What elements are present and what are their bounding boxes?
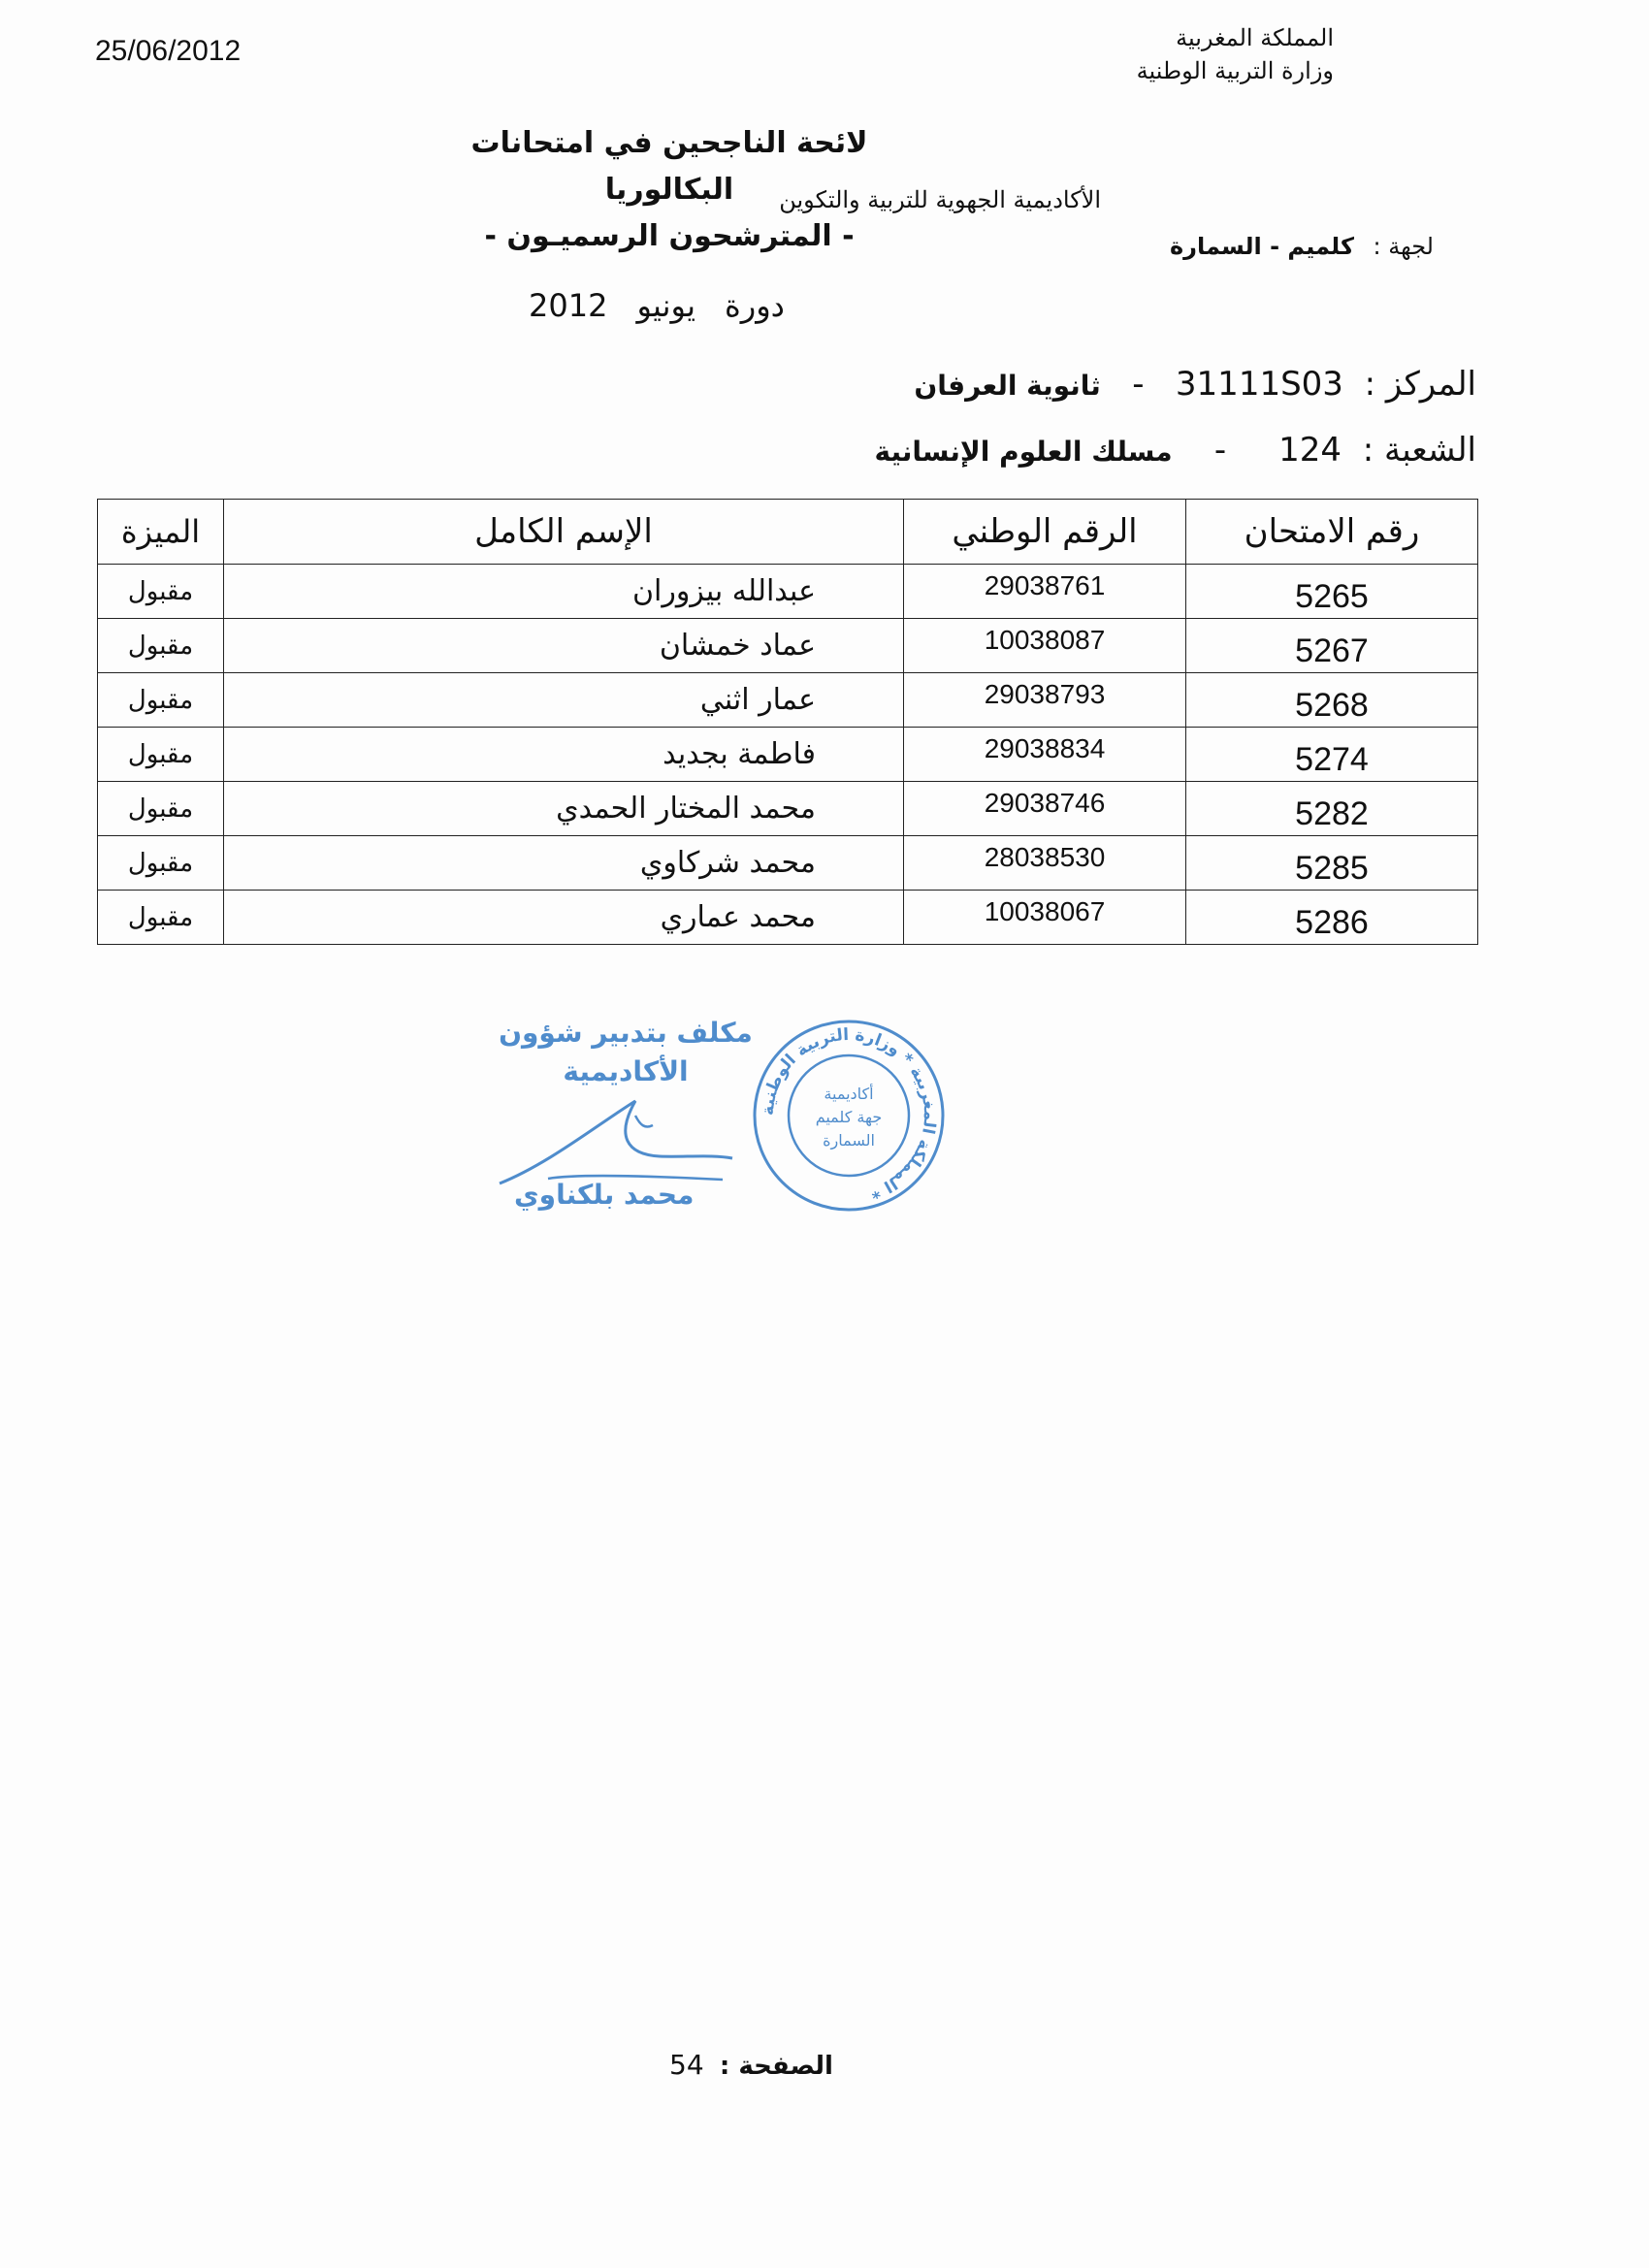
national-number: 10038087 (984, 625, 1106, 655)
seal-ring-text: المملكة المغربية * وزارة التربية الوطنية * (758, 1024, 940, 1203)
signature-title-line-1: مكلف بتدبير شؤون (499, 1017, 753, 1049)
mention: مقبول (127, 685, 194, 715)
page-footer (669, 2049, 833, 2081)
mention: مقبول (127, 902, 194, 932)
mention: مقبول (127, 848, 194, 878)
table-row (98, 891, 1478, 945)
header-exam-number: رقم الامتحان (1186, 500, 1478, 565)
national-number: 29038761 (984, 570, 1106, 600)
center-label: المركز : (1364, 365, 1476, 404)
handwritten-signature (490, 1086, 742, 1193)
official-seal (747, 1014, 951, 1217)
center-code: 31111S03 (1175, 365, 1343, 404)
branch (874, 431, 1476, 470)
page-label: الصفحة : (719, 2052, 833, 2081)
national-number: 10038067 (984, 896, 1106, 926)
exam-number: 5265 (1295, 578, 1369, 615)
exam-number: 5267 (1295, 632, 1369, 669)
full-name: محمد عماري (660, 900, 816, 934)
mention: مقبول (127, 739, 194, 769)
table-row (98, 565, 1478, 619)
branch-code: 124 (1278, 431, 1342, 470)
session-year: 2012 (529, 287, 608, 324)
title-line-1: لائحة الناجحين في امتحانات البكالوريا (470, 126, 868, 207)
session-label: دورة (724, 287, 785, 324)
region (1170, 233, 1434, 260)
full-name: محمد شركاوي (639, 846, 816, 880)
signatory-name: محمد بلكناوي (514, 1179, 695, 1211)
full-name: محمد المختار الحمدي (556, 792, 816, 826)
exam-number: 5268 (1295, 687, 1369, 724)
full-name: عبدالله بيزوران (631, 574, 816, 608)
header-national-number: الرقم الوطني (904, 500, 1186, 565)
seal-center-line-1: أكاديمية (824, 1085, 874, 1103)
table-row (98, 782, 1478, 836)
region-value: كلميم - السمارة (1170, 233, 1354, 260)
header-full-name: الإسم الكامل (224, 500, 904, 565)
page-number: 54 (669, 2049, 704, 2081)
region-label: لجهة : (1373, 233, 1434, 260)
national-number: 29038793 (984, 679, 1106, 709)
seal-center-line-2: جهة كلميم (815, 1108, 883, 1126)
full-name: عمار اثني (699, 683, 816, 717)
header-mention: الميزة (98, 500, 224, 565)
center-name: ثانوية العرفان (914, 370, 1101, 402)
table-row (98, 836, 1478, 891)
branch-name: مسلك العلوم الإنسانية (874, 436, 1173, 468)
exam-number: 5282 (1295, 795, 1369, 832)
table-row (98, 728, 1478, 782)
exam-number: 5285 (1295, 850, 1369, 887)
exam-center (914, 365, 1476, 404)
full-name: فاطمة بجديد (663, 737, 816, 771)
table-row (98, 619, 1478, 673)
branch-label: الشعبة : (1362, 431, 1476, 470)
national-number: 28038530 (984, 842, 1106, 872)
results-table (97, 499, 1478, 945)
table-header-row (98, 500, 1478, 565)
kingdom-name: المملكة المغربية (1176, 24, 1334, 51)
national-number: 29038746 (984, 788, 1106, 818)
center-dash: - (1132, 365, 1145, 404)
signature-title (485, 1014, 766, 1091)
table-row (98, 673, 1478, 728)
full-name: عماد خمشان (659, 629, 816, 663)
title-line-2: - المترشحون الرسميـون - (484, 219, 855, 253)
mention: مقبول (127, 631, 194, 661)
session (529, 287, 785, 324)
print-date: 25/06/2012 (95, 35, 242, 67)
issuer-header (1137, 21, 1334, 87)
session-month: يونيو (636, 287, 695, 324)
mention: مقبول (127, 576, 194, 606)
mention: مقبول (127, 794, 194, 824)
ministry-name: وزارة التربية الوطنية (1136, 57, 1334, 84)
academy-name: الأكاديمية الجهوية للتربية والتكوين (779, 186, 1101, 213)
signature-title-line-2: الأكاديمية (563, 1055, 689, 1087)
branch-dash: - (1213, 431, 1227, 470)
seal-center-line-3: السمارة (823, 1131, 875, 1150)
exam-number: 5274 (1295, 741, 1369, 778)
exam-number: 5286 (1295, 904, 1369, 941)
national-number: 29038834 (984, 733, 1106, 763)
